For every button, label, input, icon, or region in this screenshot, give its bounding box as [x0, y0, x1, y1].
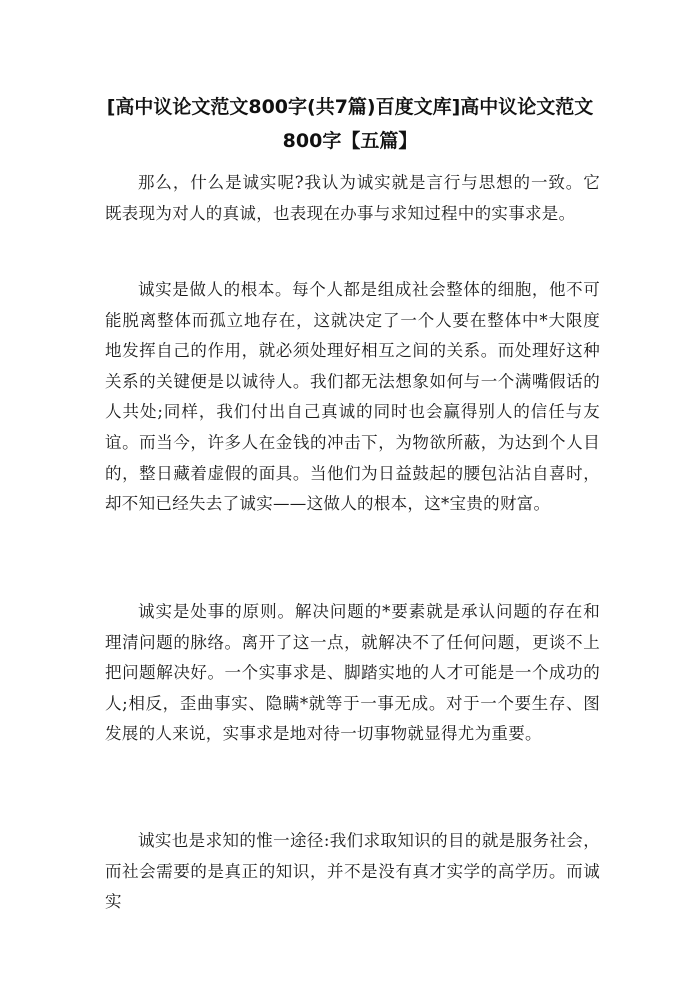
paragraph-definition: 那么，什么是诚实呢?我认为诚实就是言行与思想的一致。它既表现为对人的真诚，也表现在办事与求知过程中的实事求是。: [105, 173, 600, 223]
paragraph-honesty-as-principle: 诚实是处事的原则。解决问题的*要素就是承认问题的存在和理清问题的脉络。离开了这一点，就解决不了任何问题，更谈不上把问题解决好。一个实事求是、脚踏实地的人才可能是一个成功的人;相反，歪曲事实、隐瞒*就等于一事无成。对于一个要生存、图发展的人来说，实事求是地对待一切事物就显得尤为重要。: [105, 602, 600, 744]
paragraph-honesty-as-root: 诚实是做人的根本。每个人都是组成社会整体的细胞，他不可能脱离整体而孤立地存在，这就决定了一个人要在整体中*大限度地发挥自己的作用，就必须处理好相互之间的关系。而处理好这种关系的关键便是以诚待人。我们都无法想象如何与一个满嘴假话的人共处;同样，我们付出自己真诚的同时也会赢得别人的信任与友谊。而当今，许多人在金钱的冲击下，为物欲所蔽，为达到个人目的，整日藏着虚假的面具。当他们为日益鼓起的腰包沾沾自喜时，却不知已经失去了诚实——这做人的根本，这*宝贵的财富。: [105, 280, 600, 514]
document-title-line-1: [高中议论文范文800字(共7篇)百度文库]高中议论文范文: [106, 96, 594, 118]
paragraph-honesty-as-learning: 诚实也是求知的惟一途径:我们求取知识的目的就是服务社会，而社会需要的是真正的知识，并不是没有真才实学的高学历。而诚实: [105, 831, 600, 912]
document-title-line-2: 800字【五篇】: [282, 130, 418, 152]
